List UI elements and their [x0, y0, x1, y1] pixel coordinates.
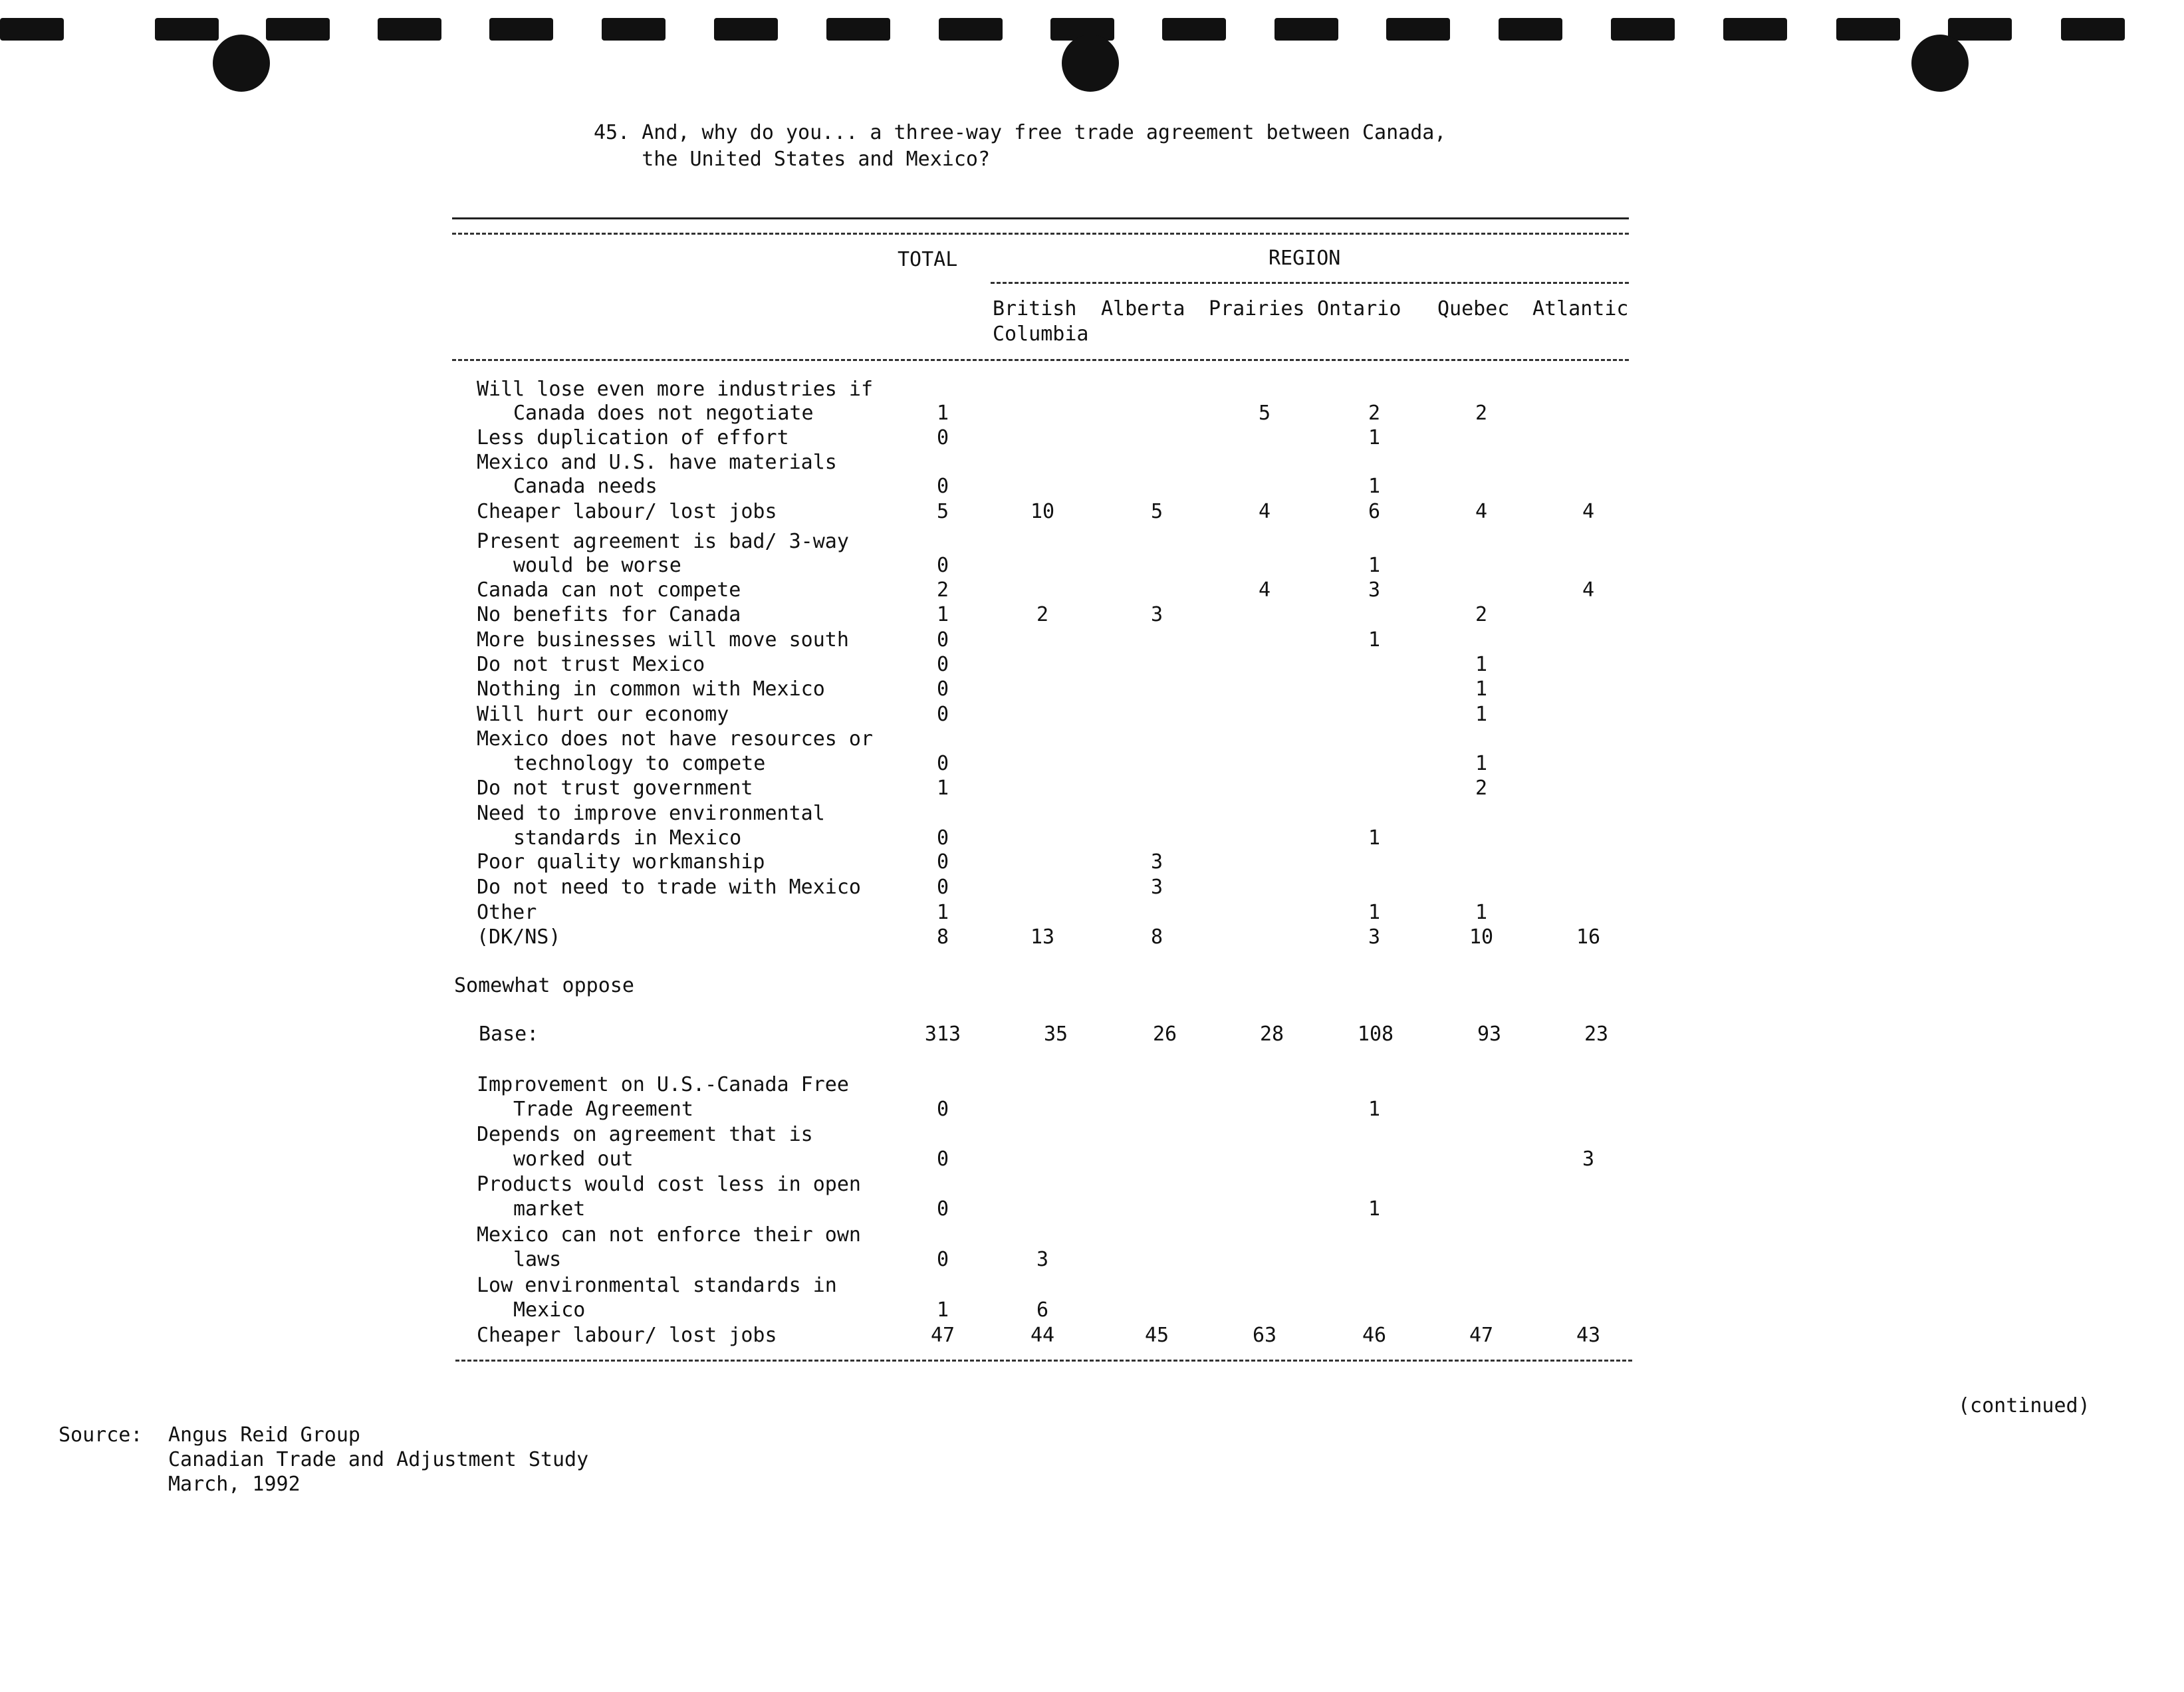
cell-total: 1 — [936, 901, 949, 924]
cell-quebec: 1 — [1475, 653, 1488, 676]
row-label: (DK/NS) — [477, 925, 561, 949]
table-row — [0, 850, 2184, 874]
perforation-dash — [489, 18, 553, 41]
cell-total: 8 — [936, 925, 949, 949]
row-label: Nothing in common with Mexico — [477, 677, 825, 701]
tractor-feed-perforations — [0, 0, 2184, 93]
row-label: Poor quality workmanship — [477, 850, 765, 874]
cell-ontario: 1 — [1368, 475, 1381, 498]
row-label: Improvement on U.S.-Canada Free — [477, 1073, 849, 1096]
table-row — [0, 901, 2184, 925]
source-label: Source: — [59, 1423, 143, 1447]
table-row — [0, 402, 2184, 425]
cell-total: 0 — [936, 475, 949, 498]
row-label: Do not trust Mexico — [477, 653, 705, 676]
row-label: Cheaper labour/ lost jobs — [477, 1324, 777, 1347]
cell-british-columbia: 3 — [1036, 1248, 1049, 1271]
region-dashed-rule — [991, 282, 1629, 284]
row-label: Canada does not negotiate — [513, 402, 814, 425]
cell-atlantic: 4 — [1582, 500, 1595, 523]
cell-atlantic: 3 — [1582, 1148, 1595, 1171]
table-row — [0, 1148, 2184, 1171]
cell-total: 1 — [936, 402, 949, 425]
cell-total: 0 — [936, 703, 949, 726]
cell-total: 0 — [936, 677, 949, 701]
row-label: worked out — [513, 1148, 634, 1171]
row-label: Need to improve environmental — [477, 802, 825, 825]
cell-alberta: 3 — [1150, 850, 1163, 874]
row-label: Mexico does not have resources or — [477, 727, 874, 751]
table-row — [0, 1123, 2184, 1147]
perforation-dash — [1948, 18, 2012, 41]
table-row — [0, 426, 2184, 450]
cell-total: 0 — [936, 1098, 949, 1121]
cell-total: 1 — [936, 603, 949, 626]
perforation-dash — [1611, 18, 1675, 41]
base-atlantic: 23 — [1584, 1023, 1609, 1046]
table-row — [0, 530, 2184, 554]
table-row — [0, 578, 2184, 602]
question-number: 45. — [594, 121, 630, 144]
table-row — [0, 1197, 2184, 1221]
cell-quebec: 1 — [1475, 901, 1488, 924]
punch-hole — [1911, 35, 1969, 92]
cell-total: 0 — [936, 876, 949, 899]
row-label: Will lose even more industries if — [477, 378, 874, 401]
table-row — [0, 1274, 2184, 1298]
row-label: No benefits for Canada — [477, 603, 741, 626]
row-label: Depends on agreement that is — [477, 1123, 813, 1146]
cell-quebec: 1 — [1475, 752, 1488, 775]
cell-total: 47 — [930, 1324, 955, 1347]
table-row — [0, 1324, 2184, 1348]
base-british-columbia: 35 — [1043, 1023, 1068, 1046]
perforation-dash — [1723, 18, 1787, 41]
perforation-dash — [602, 18, 666, 41]
cell-ontario: 46 — [1362, 1324, 1387, 1347]
cell-prairies: 63 — [1252, 1324, 1277, 1347]
cell-atlantic: 16 — [1576, 925, 1601, 949]
cell-alberta: 3 — [1150, 876, 1163, 899]
row-label: Less duplication of effort — [477, 426, 789, 449]
table-row — [0, 826, 2184, 850]
perforation-dash — [378, 18, 441, 41]
section-somewhat-oppose: Somewhat oppose — [454, 974, 634, 997]
cell-quebec: 2 — [1475, 402, 1488, 425]
table-row — [0, 876, 2184, 900]
cell-ontario: 1 — [1368, 901, 1381, 924]
perforation-dash — [1499, 18, 1562, 41]
cell-atlantic: 4 — [1582, 578, 1595, 602]
row-label: standards in Mexico — [513, 826, 742, 850]
table-row — [0, 554, 2184, 578]
punch-hole — [1062, 35, 1119, 92]
base-label: Base: — [479, 1023, 539, 1046]
header-british-columbia: British Columbia — [993, 297, 1089, 346]
cell-alberta: 45 — [1144, 1324, 1169, 1347]
row-label: Mexico and U.S. have materials — [477, 451, 837, 474]
row-label: Other — [477, 901, 537, 924]
table-row — [0, 475, 2184, 499]
header-total: TOTAL — [898, 248, 958, 271]
table-row — [0, 777, 2184, 800]
row-label: Products would cost less in open — [477, 1173, 861, 1196]
base-prairies: 28 — [1259, 1023, 1284, 1046]
cell-ontario: 1 — [1368, 1098, 1381, 1121]
source-note: Source: Angus Reid Group Canadian Trade and Adjustment Study March, 1992 — [59, 1423, 589, 1496]
header-alberta: Alberta — [1101, 297, 1185, 320]
table-row — [0, 603, 2184, 627]
table-row — [0, 925, 2184, 949]
table-row — [0, 451, 2184, 475]
perforation-dash — [1162, 18, 1226, 41]
table-row — [0, 1098, 2184, 1122]
table-row — [0, 677, 2184, 701]
table-top-rule — [452, 217, 1629, 219]
base-ontario: 108 — [1357, 1023, 1394, 1046]
cell-total: 0 — [936, 628, 949, 652]
base-quebec: 93 — [1477, 1023, 1502, 1046]
row-label: Do not need to trade with Mexico — [477, 876, 861, 899]
cell-ontario: 1 — [1368, 426, 1381, 449]
cell-total: 0 — [936, 1248, 949, 1271]
cell-prairies: 4 — [1258, 578, 1271, 602]
table-top-dashed-rule — [452, 233, 1629, 235]
row-label: Cheaper labour/ lost jobs — [477, 500, 777, 523]
cell-ontario: 6 — [1368, 500, 1381, 523]
cell-ontario: 3 — [1368, 925, 1381, 949]
perforation-dash — [714, 18, 778, 41]
row-label: Mexico can not enforce their own — [477, 1223, 861, 1247]
cell-quebec: 2 — [1475, 603, 1488, 626]
table-row — [0, 500, 2184, 524]
row-label: would be worse — [513, 554, 681, 577]
header-region: REGION — [1269, 247, 1341, 270]
table-row — [0, 653, 2184, 677]
question-text — [594, 120, 1446, 173]
question-line-1: And, why do you... a three-way free trade agreement between Canada, — [642, 121, 1447, 144]
row-label: Low environmental standards in — [477, 1274, 837, 1297]
table-row — [0, 1173, 2184, 1197]
perforation-dash — [1386, 18, 1450, 41]
row-label: Canada can not compete — [477, 578, 741, 602]
perforation-dash — [826, 18, 890, 41]
cell-quebec: 4 — [1475, 500, 1488, 523]
cell-total: 2 — [936, 578, 949, 602]
cell-ontario: 1 — [1368, 554, 1381, 577]
header-bottom-rule — [452, 359, 1629, 361]
cell-total: 0 — [936, 653, 949, 676]
table-row — [0, 1248, 2184, 1272]
cell-quebec: 2 — [1475, 777, 1488, 800]
table-row — [0, 1223, 2184, 1247]
table-bottom-rule — [455, 1360, 1632, 1362]
cell-total: 5 — [936, 500, 949, 523]
perforation-dash — [1274, 18, 1338, 41]
cell-quebec: 10 — [1469, 925, 1494, 949]
cell-quebec: 47 — [1469, 1324, 1494, 1347]
row-label: technology to compete — [513, 752, 766, 775]
header-ontario: Ontario — [1317, 297, 1401, 320]
cell-quebec: 1 — [1475, 677, 1488, 701]
cell-total: 0 — [936, 826, 949, 850]
cell-total: 0 — [936, 1148, 949, 1171]
row-label: laws — [513, 1248, 562, 1271]
perforation-dash — [939, 18, 1003, 41]
table-row — [0, 1073, 2184, 1097]
cell-alberta: 5 — [1150, 500, 1163, 523]
row-label: Canada needs — [513, 475, 658, 498]
cell-ontario: 3 — [1368, 578, 1381, 602]
cell-ontario: 1 — [1368, 1197, 1381, 1221]
base-row — [0, 1023, 2184, 1046]
cell-british-columbia: 44 — [1030, 1324, 1055, 1347]
row-label: Mexico — [513, 1298, 586, 1322]
header-atlantic: Atlantic — [1532, 297, 1629, 320]
punch-hole — [213, 35, 270, 92]
header-quebec: Quebec — [1437, 297, 1510, 320]
cell-ontario: 1 — [1368, 826, 1381, 850]
cell-ontario: 2 — [1368, 402, 1381, 425]
continued-note: (continued) — [1958, 1394, 2090, 1417]
perforation-dash — [1836, 18, 1900, 41]
question-line-2: the United States and Mexico? — [642, 148, 991, 171]
table-row — [0, 802, 2184, 826]
perforation-dash — [266, 18, 330, 41]
base-alberta: 26 — [1152, 1023, 1177, 1046]
cell-total: 0 — [936, 1197, 949, 1221]
row-label: More businesses will move south — [477, 628, 849, 652]
cell-alberta: 8 — [1150, 925, 1163, 949]
row-label: Do not trust government — [477, 777, 753, 800]
perforation-dash — [155, 18, 219, 41]
row-label: market — [513, 1197, 586, 1221]
table-row — [0, 378, 2184, 402]
cell-total: 0 — [936, 426, 949, 449]
table-row — [0, 1298, 2184, 1322]
cell-british-columbia: 10 — [1030, 500, 1055, 523]
cell-alberta: 3 — [1150, 603, 1163, 626]
cell-british-columbia: 13 — [1030, 925, 1055, 949]
cell-total: 0 — [936, 554, 949, 577]
row-label: Present agreement is bad/ 3-way — [477, 530, 849, 553]
perforation-dash — [2061, 18, 2125, 41]
cell-total: 1 — [936, 777, 949, 800]
cell-british-columbia: 2 — [1036, 603, 1049, 626]
cell-quebec: 1 — [1475, 703, 1488, 726]
cell-total: 0 — [936, 850, 949, 874]
table-row — [0, 727, 2184, 751]
cell-prairies: 5 — [1258, 402, 1271, 425]
cell-prairies: 4 — [1258, 500, 1271, 523]
row-label: Trade Agreement — [513, 1098, 693, 1121]
table-row — [0, 703, 2184, 727]
table-row — [0, 628, 2184, 652]
perforation-dash — [0, 18, 64, 41]
header-prairies: Prairies — [1209, 297, 1305, 320]
cell-ontario: 1 — [1368, 628, 1381, 652]
row-label: Will hurt our economy — [477, 703, 729, 726]
cell-british-columbia: 6 — [1036, 1298, 1049, 1322]
base-total: 313 — [924, 1023, 961, 1046]
cell-atlantic: 43 — [1576, 1324, 1601, 1347]
cell-total: 1 — [936, 1298, 949, 1322]
table-row — [0, 752, 2184, 776]
cell-total: 0 — [936, 752, 949, 775]
